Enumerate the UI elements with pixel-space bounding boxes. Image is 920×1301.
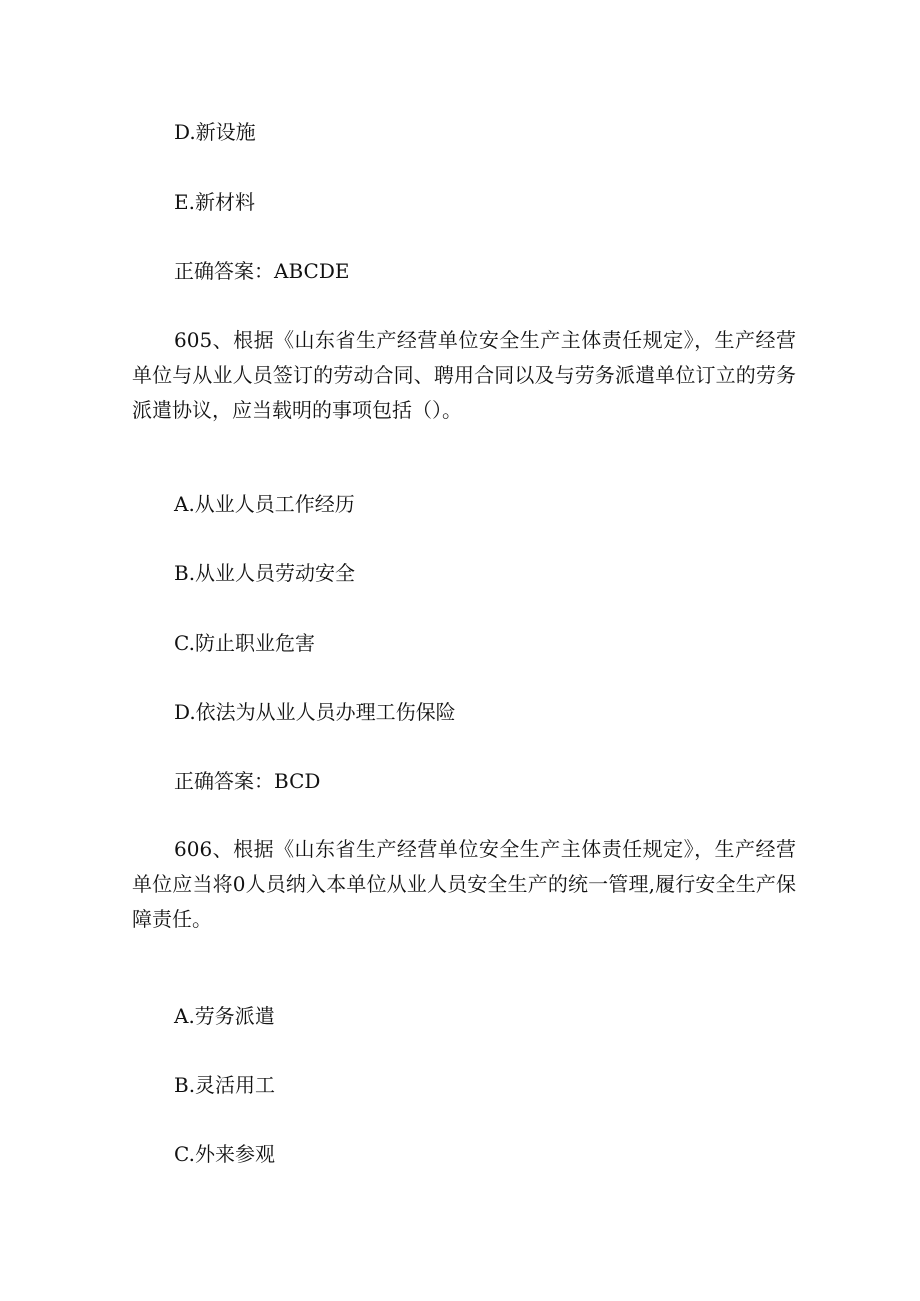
- q605-answer: 正确答案：BCD: [174, 769, 321, 793]
- q605-option-d: D.依法为从业人员办理工伤保险: [174, 700, 456, 724]
- q606-option-a: A.劳务派遣: [174, 1004, 275, 1028]
- q604-answer: 正确答案：ABCDE: [174, 259, 350, 283]
- q604-option-e: E.新材料: [174, 190, 255, 214]
- q606-option-c: C.外来参观: [174, 1142, 275, 1166]
- q605-option-b: B.从业人员劳动安全: [174, 561, 356, 585]
- q606-stem: 606、根据《山东省生产经营单位安全生产主体责任规定》，生产经营单位应当将0人员纳入本单位从业人员安全生产的统一管理,履行安全生产保障责任。: [132, 837, 796, 931]
- q606-option-b: B.灵活用工: [174, 1073, 276, 1097]
- q605-stem: 605、根据《山东省生产经营单位安全生产主体责任规定》，生产经营单位与从业人员签订的劳动合同、聘用合同以及与劳务派遣单位订立的劳务派遣协议，应当载明的事项包括（）。: [132, 328, 796, 422]
- q605-option-a: A.从业人员工作经历: [174, 492, 355, 516]
- q604-option-d: D.新设施: [174, 120, 256, 144]
- q605-option-c: C.防止职业危害: [174, 631, 315, 655]
